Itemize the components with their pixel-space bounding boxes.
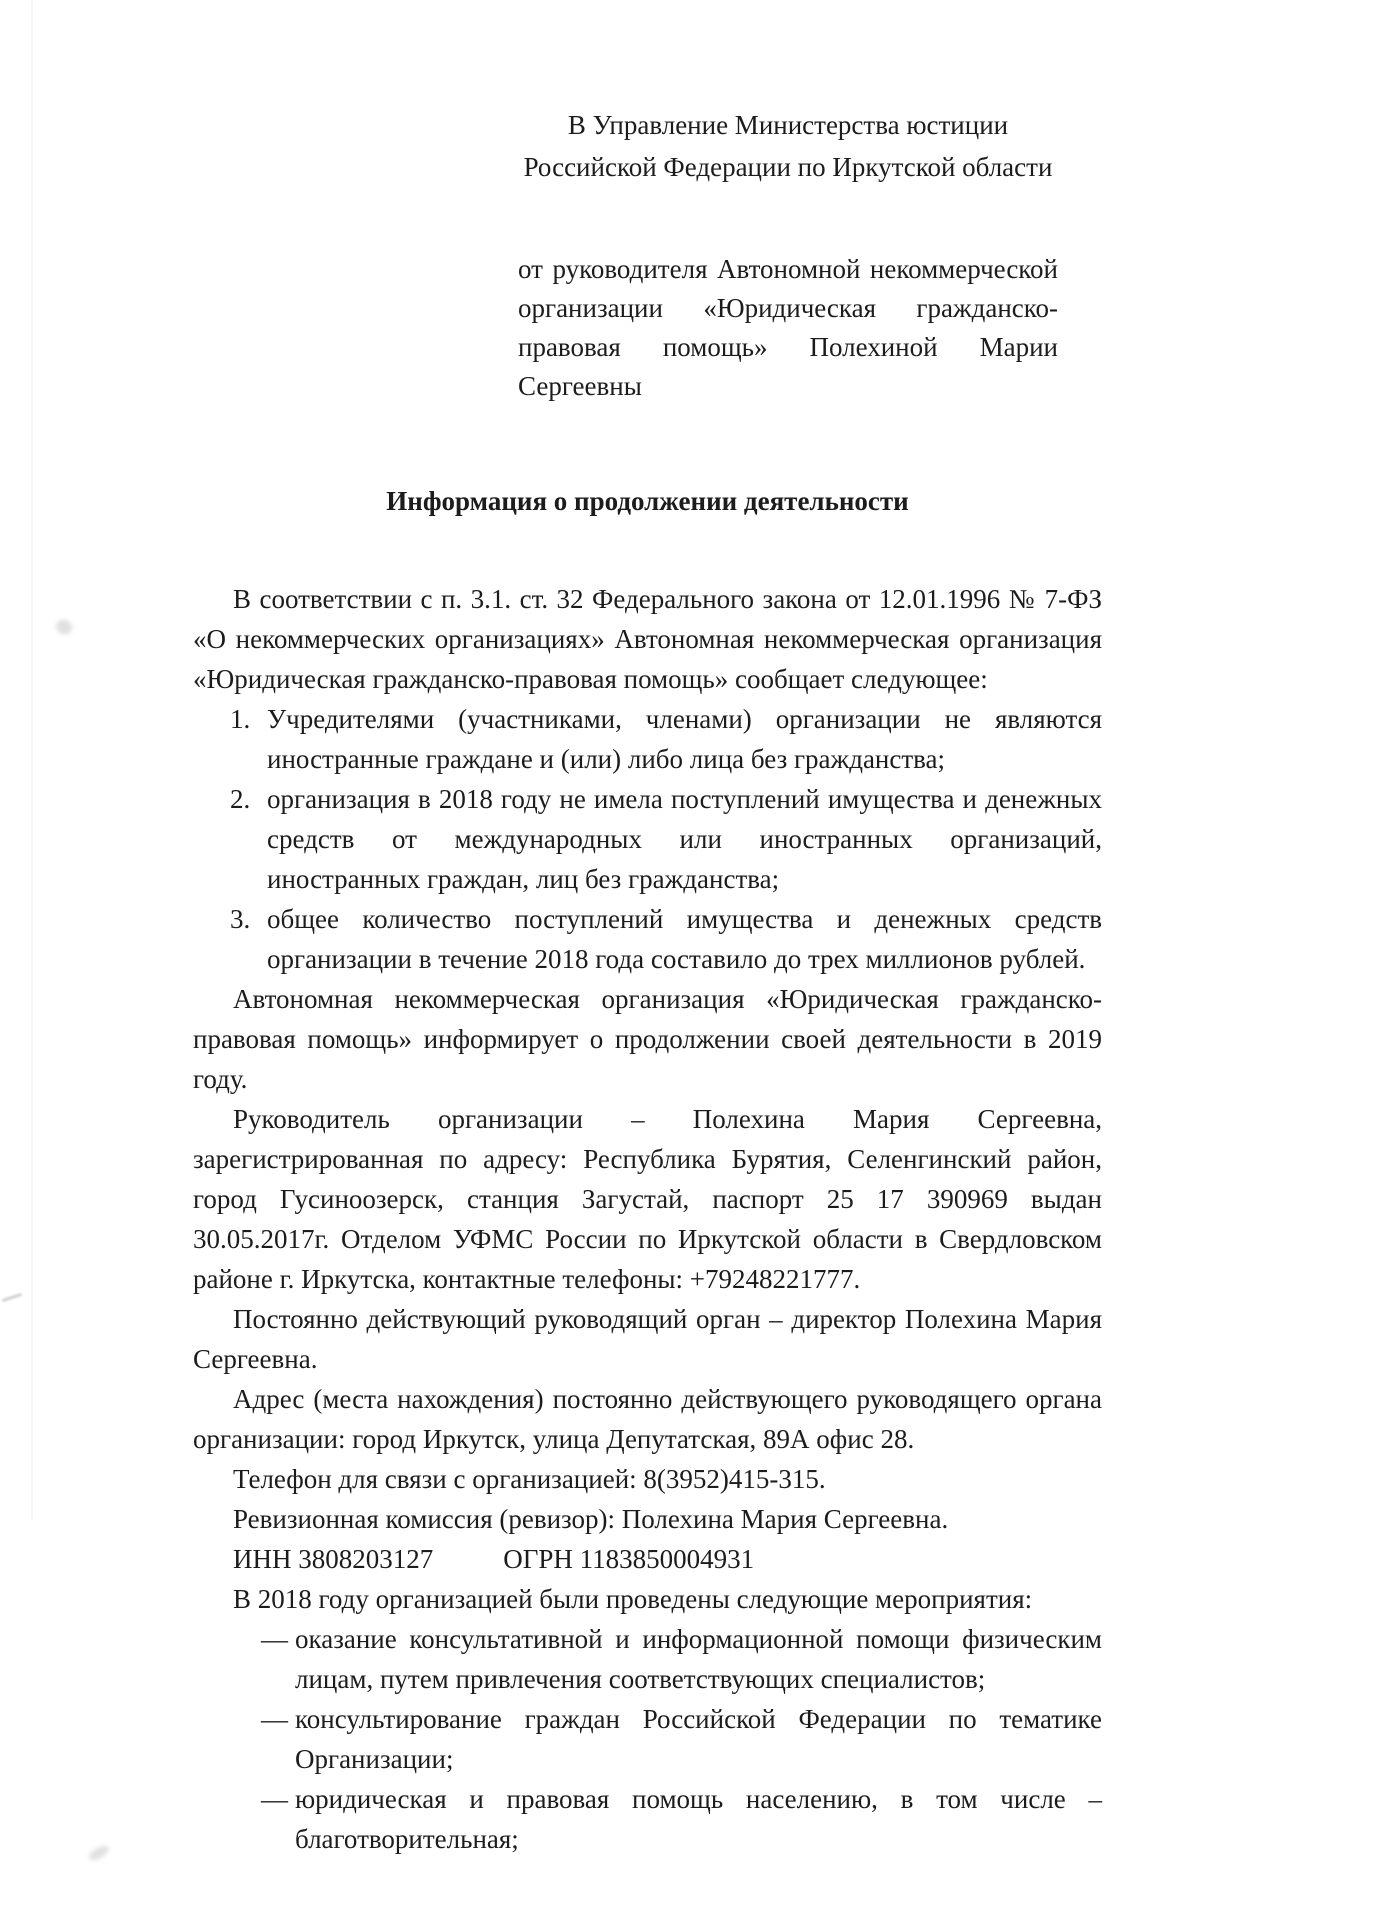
addressee-line-2: Российской Федерации по Иркутской области bbox=[523, 152, 1053, 182]
dash-marker: — bbox=[261, 1704, 288, 1734]
dash-list bbox=[193, 1619, 1102, 1859]
addressee-block bbox=[518, 104, 1058, 188]
dash-item-text: юридическая и правовая помощь населению, в том числе – благотворительная; bbox=[295, 1784, 1102, 1854]
dash-list-item-1 bbox=[193, 1619, 1102, 1699]
list-item-text: организация в 2018 году не имела поступлений имущества и денежных средств от международных или иностранных организаций, иностранных граждан, лиц без гражданства; bbox=[267, 784, 1102, 894]
document-title: Информация о продолжении деятельности bbox=[386, 486, 909, 516]
paragraph-address: Адрес (места нахождения) постоянно действующего руководящего органа организации: город Иркутск, улица Депутатская, 89А офис 28. bbox=[193, 1384, 1102, 1454]
dash-marker: — bbox=[261, 1624, 288, 1654]
paragraph-audit-commission: Ревизионная комиссия (ревизор): Полехина Мария Сергеевна. bbox=[233, 1504, 949, 1534]
paragraph-head-of-organization: Руководитель организации – Полехина Мария Сергеевна, зарегистрированная по адресу: Республика Бурятия, Селенгинский район, город Гусиноозерск, станция Загустай, паспорт 25 17 390969 выдан 30.05.2017г. Отделом УФМС России по Иркутской области в Свердловском районе г. Иркутска, контактные телефоны: +79248221777. bbox=[193, 1104, 1102, 1294]
scan-artifact-smudge bbox=[54, 617, 74, 636]
scan-artifact-bottom-smudge bbox=[87, 1843, 111, 1863]
sender-block: от руководителя Автономной некоммерческой организации «Юридическая гражданско-правовая помощь» Полехиной Марии Сергеевны bbox=[518, 254, 1058, 401]
paragraph-phone: Телефон для связи с организацией: 8(3952)415-315. bbox=[233, 1464, 826, 1494]
list-item-number: 2. bbox=[230, 784, 251, 814]
numbered-list-item-3 bbox=[193, 899, 1102, 979]
numbered-list bbox=[193, 699, 1102, 979]
scan-artifact-dash-mark bbox=[2, 1293, 22, 1302]
inn-ogrn-line bbox=[193, 1539, 1102, 1579]
scan-artifact-edge-line bbox=[31, 0, 33, 1520]
inn-value: ИНН 3808203127 bbox=[233, 1544, 434, 1574]
intro-paragraph: В соответствии с п. 3.1. ст. 32 Федерального закона от 12.01.1996 № 7-ФЗ «О некоммерческих организациях» Автономная некоммерческая организация «Юридическая гражданско-правовая помощь» сообщает следующее: bbox=[193, 584, 1102, 694]
dash-list-item-2 bbox=[193, 1699, 1102, 1779]
paragraph-continuation-2019: Автономная некоммерческая организация «Юридическая гражданско-правовая помощь» информирует о продолжении своей деятельности в 2019 году. bbox=[193, 984, 1102, 1094]
paragraph-governing-body: Постоянно действующий руководящий орган – директор Полехина Мария Сергеевна. bbox=[193, 1304, 1102, 1374]
dash-item-text: консультирование граждан Российской Федерации по тематике Организации; bbox=[295, 1704, 1102, 1774]
list-item-number: 1. bbox=[230, 704, 251, 734]
list-item-number: 3. bbox=[230, 904, 251, 934]
list-item-text: Учредителями (участниками, членами) организации не являются иностранные граждане и (или) либо лица без гражданства; bbox=[267, 704, 1102, 774]
dash-list-item-3 bbox=[193, 1779, 1102, 1859]
ogrn-value: ОГРН 1183850004931 bbox=[503, 1544, 755, 1574]
document-content bbox=[193, 0, 1102, 1859]
dash-item-text: оказание консультативной и информационной помощи физическим лицам, путем привлечения соответствующих специалистов; bbox=[295, 1624, 1102, 1694]
paragraph-events-intro: В 2018 году организацией были проведены следующие мероприятия: bbox=[233, 1584, 1033, 1614]
addressee-line-1: В Управление Министерства юстиции bbox=[567, 110, 1009, 140]
numbered-list-item-1 bbox=[193, 699, 1102, 779]
numbered-list-item-2 bbox=[193, 779, 1102, 899]
dash-marker: — bbox=[261, 1784, 288, 1814]
list-item-text: общее количество поступлений имущества и денежных средств организации в течение 2018 года составило до трех миллионов рублей. bbox=[267, 904, 1102, 974]
